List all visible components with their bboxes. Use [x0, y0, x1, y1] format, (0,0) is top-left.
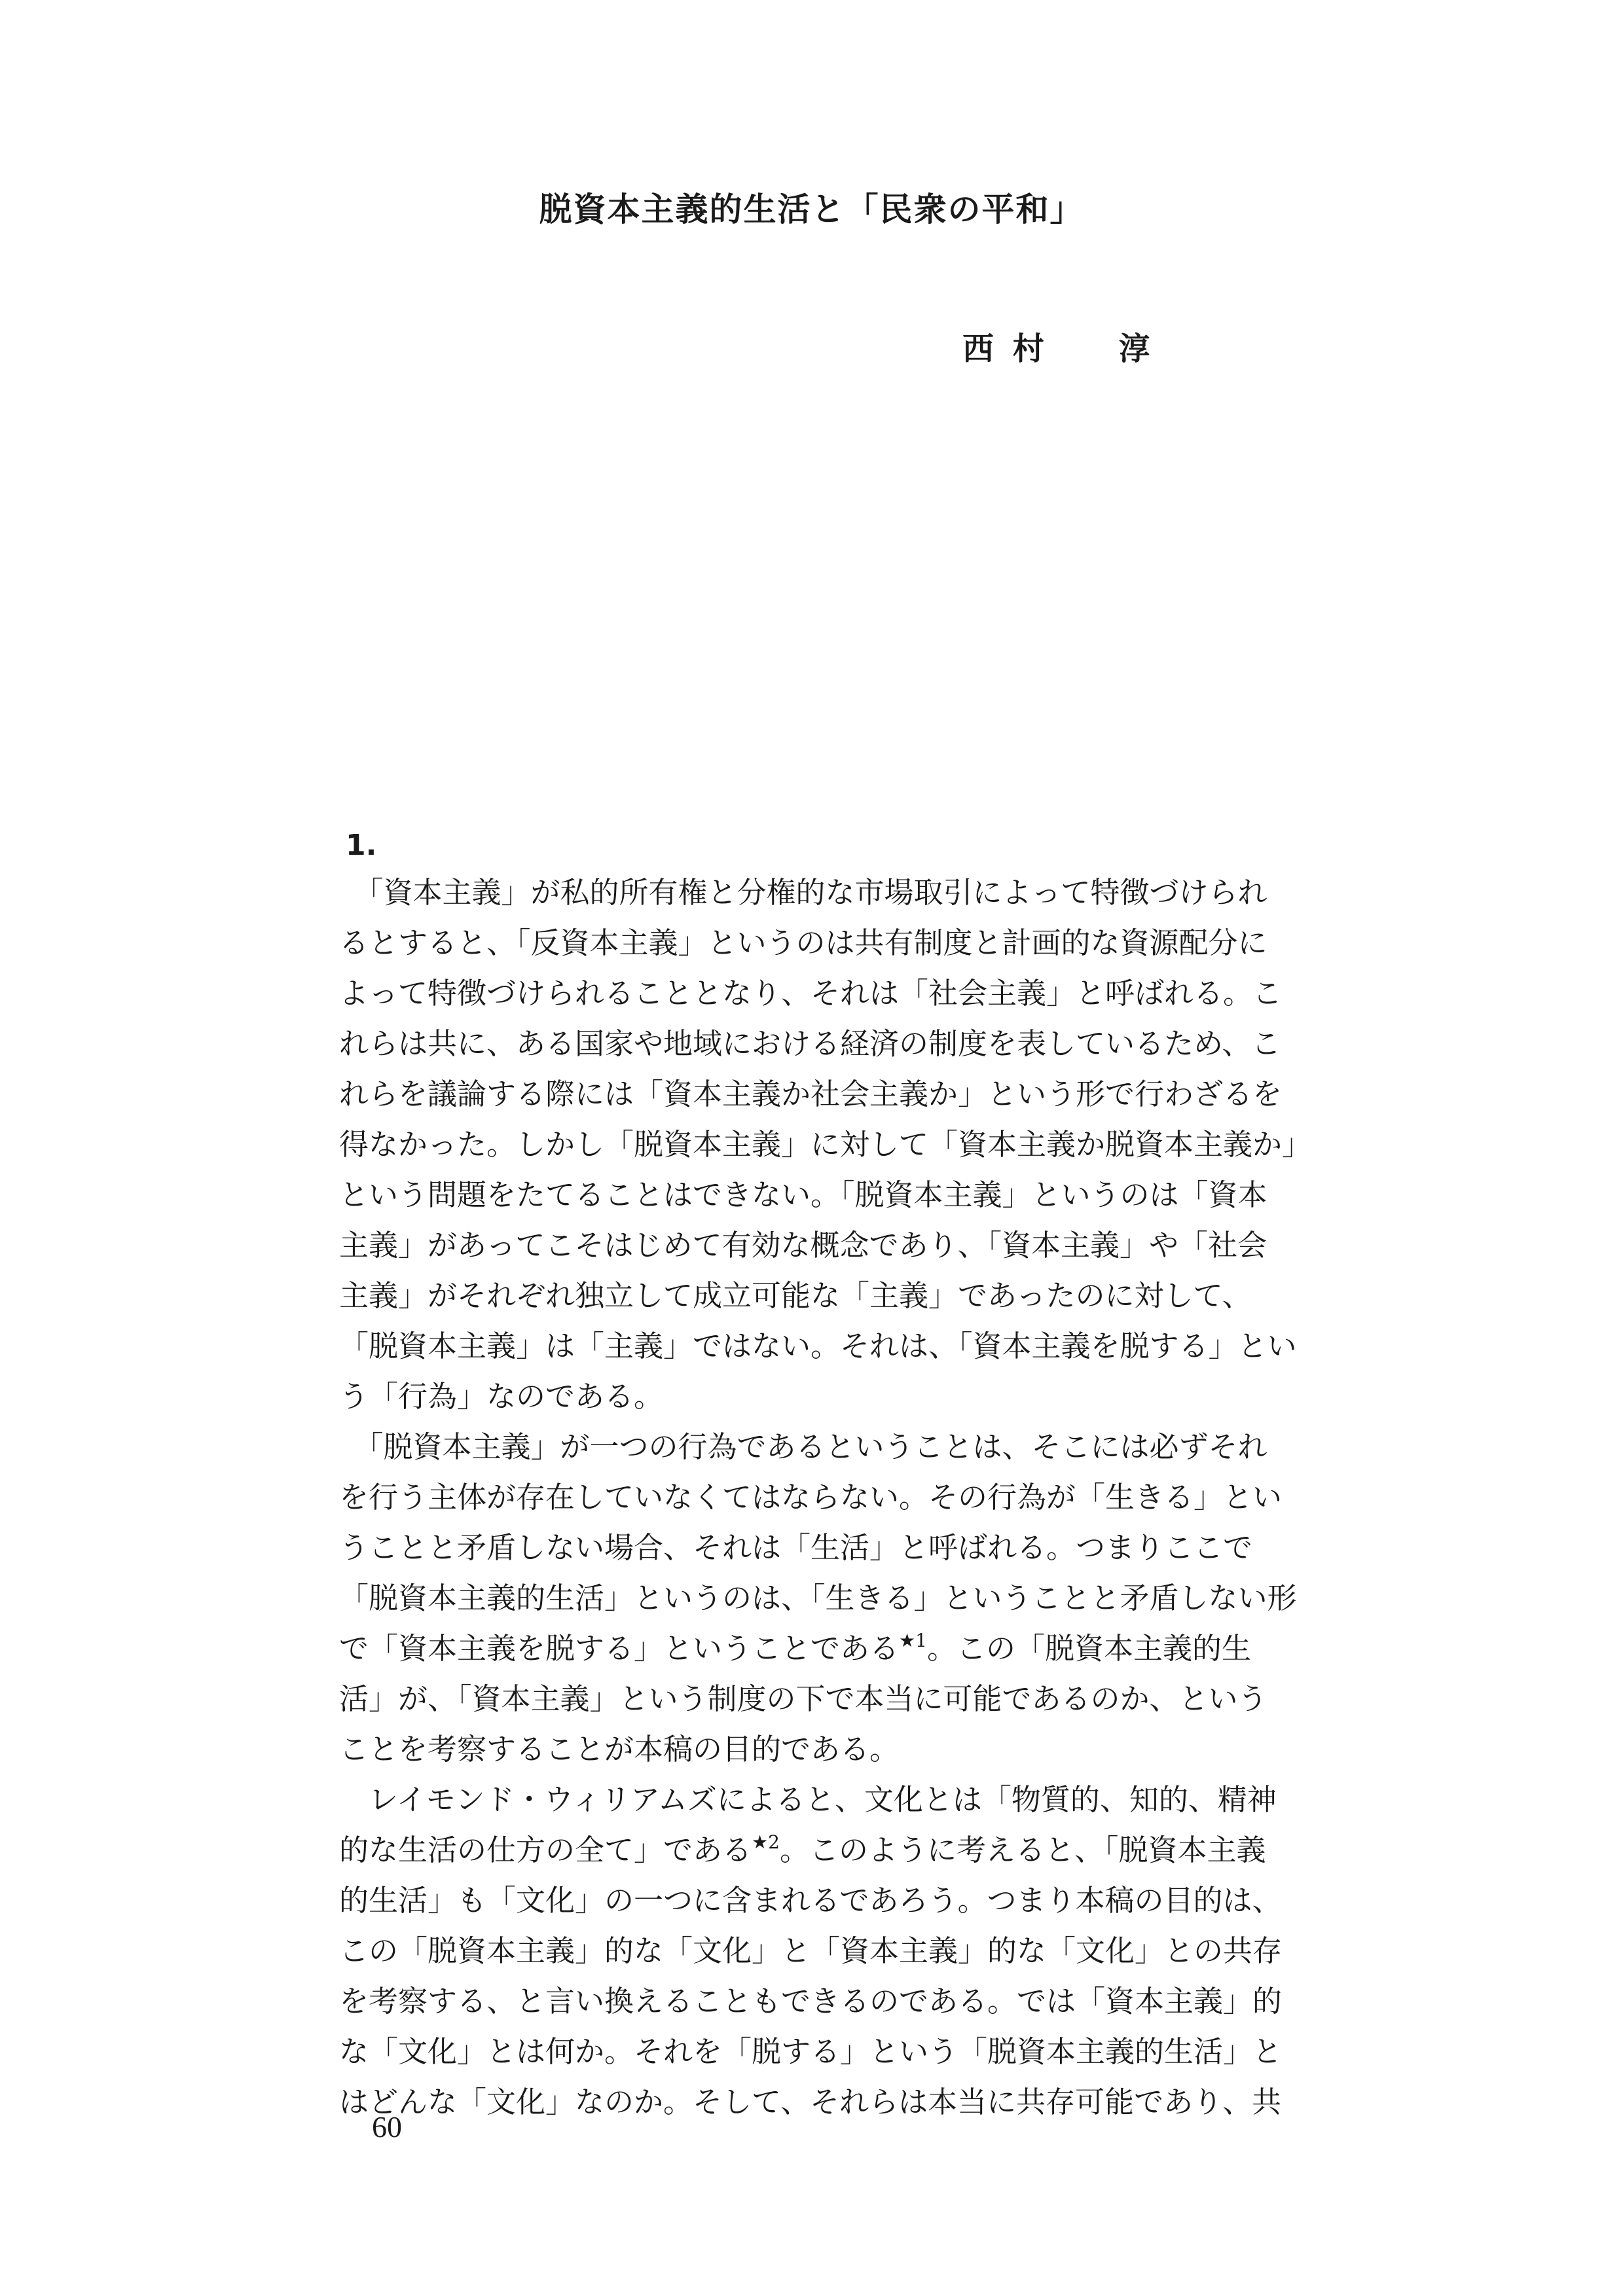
page-title: 脱資本主義的生活と「民衆の平和」 — [539, 190, 1084, 228]
text-segment: で「資本主義を脱する」ということである — [339, 1631, 900, 1666]
footnote-marker-1: ★1 — [899, 1630, 927, 1651]
text-line: 主義」がそれぞれ独立して成立可能な「主義」であったのに対して、 — [339, 1278, 1252, 1313]
text-line: 活」が、「資本主義」という制度の下で本当に可能であるのか、という — [339, 1681, 1267, 1716]
text-line: よって特徴づけられることとなり、それは「社会主義」と呼ばれる。こ — [339, 976, 1283, 1011]
text-line: を行う主体が存在していなくてはならない。その行為が「生きる」とい — [339, 1480, 1283, 1515]
text-line: れらは共に、ある国家や地域における経済の制度を表しているため、こ — [339, 1026, 1281, 1061]
body-text — [339, 867, 1312, 2127]
text-line: という問題をたてることはできない。「脱資本主義」というのは「資本 — [339, 1177, 1267, 1212]
text-segment: 的な生活の仕方の全て」である — [339, 1833, 752, 1867]
text-line: 「脱資本主義」は「主義」ではない。それは、「資本主義を脱する」とい — [339, 1329, 1297, 1363]
text-line: 主義」があってこそはじめて有効な概念であり、「資本主義」や「社会 — [339, 1228, 1267, 1263]
text-line: 「脱資本主義的生活」というのは、「生きる」ということと矛盾しない形 — [339, 1581, 1297, 1615]
text-line: この「脱資本主義」的な「文化」と「資本主義」的な「文化」との共存 — [339, 1933, 1283, 1968]
text-line — [339, 1825, 1266, 1875]
text-line — [339, 1623, 1256, 1674]
text-line: ことを考察することが本稿の目的である。 — [339, 1732, 900, 1767]
text-line: 得なかった。しかし「脱資本主義」に対して「資本主義か脱資本主義か」 — [339, 1127, 1312, 1162]
section-number: 1. — [346, 829, 377, 862]
text-line: うことと矛盾しない場合、それは「生活」と呼ばれる。つまりここで — [339, 1530, 1253, 1565]
author-name: 西 村 淳 — [962, 331, 1154, 367]
text-segment: 。このように考えると、「脱資本主義 — [779, 1833, 1266, 1867]
text-segment: 。この「脱資本主義的生 — [926, 1631, 1251, 1666]
text-line: るとすると、「反資本主義」というのは共有制度と計画的な資源配分に — [339, 925, 1267, 960]
footnote-marker-2: ★2 — [752, 1831, 780, 1853]
text-line: を考察する、と言い換えることもできるのである。では「資本主義」的 — [339, 1984, 1283, 2018]
text-line: れらを議論する際には「資本主義か社会主義か」という形で行わざるを — [339, 1077, 1283, 1111]
text-line: 「脱資本主義」が一つの行為であるということは、そこには必ずそれ — [339, 1429, 1267, 1464]
text-line: 的生活」も「文化」の一つに含まれるであろう。つまり本稿の目的は、 — [339, 1883, 1282, 1918]
text-line: な「文化」とは何か。それを「脱する」という「脱資本主義的生活」と — [339, 2034, 1283, 2069]
text-line: う「行為」なのである。 — [339, 1379, 664, 1414]
text-line: 「資本主義」が私的所有権と分権的な市場取引によって特徴づけられ — [339, 875, 1267, 910]
text-line: レイモンド・ウィリアムズによると、文化とは「物質的、知的、精神 — [339, 1782, 1277, 1817]
page-number: 60 — [372, 2110, 402, 2144]
text-line: はどんな「文化」なのか。そして、それらは本当に共存可能であり、共 — [339, 2085, 1282, 2119]
